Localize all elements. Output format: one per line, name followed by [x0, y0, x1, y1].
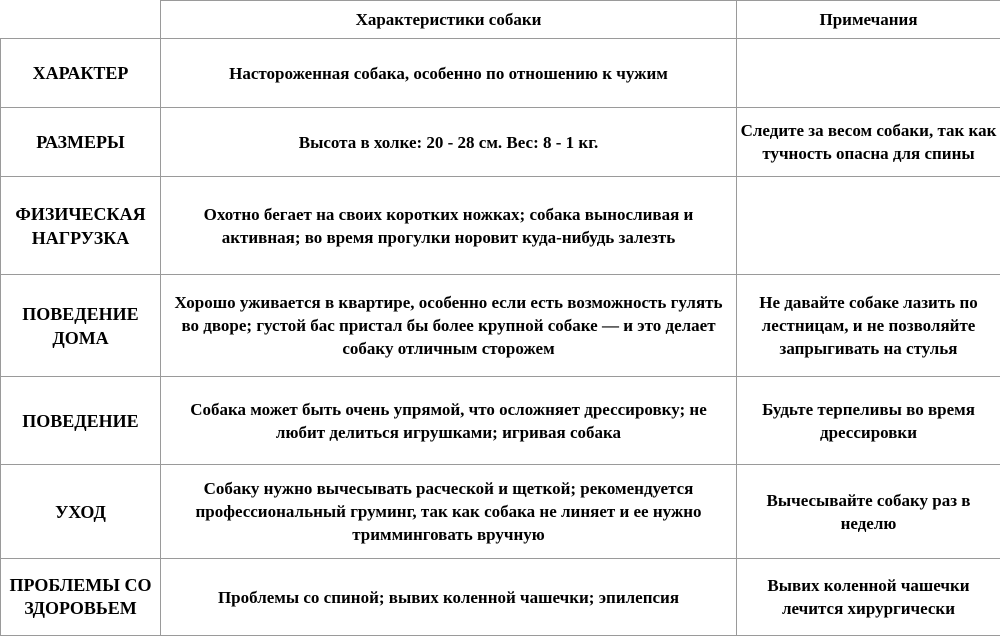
header-notes: Примечания	[737, 1, 1000, 39]
header-characteristics: Характеристики собаки	[161, 1, 737, 39]
row-characteristics: Высота в холке: 20 - 28 см. Вес: 8 - 1 кг.	[161, 108, 737, 177]
table-row	[1, 377, 1000, 465]
table-row	[1, 177, 1000, 275]
table-row	[1, 108, 1000, 177]
row-characteristics: Охотно бегает на своих коротких ножках; собака выносливая и активная; во время прогулки норовит куда-нибудь залезть	[161, 177, 737, 275]
row-characteristics: Хорошо уживается в квартире, особенно если есть возможность гулять во дворе; густой бас пристал бы более крупной собаке — и это делает собаку отличным сторожем	[161, 275, 737, 377]
row-label: ПРОБЛЕМЫ СО ЗДОРОВЬЕМ	[1, 559, 161, 636]
row-notes: Вывих коленной чашечки лечится хирургически	[737, 559, 1000, 636]
row-label: ХАРАКТЕР	[1, 39, 161, 108]
table-header-row	[1, 1, 1000, 39]
row-label: УХОД	[1, 465, 161, 559]
row-notes	[737, 39, 1000, 108]
row-notes: Будьте терпеливы во время дрессировки	[737, 377, 1000, 465]
row-notes: Следите за весом собаки, так как тучность опасна для спины	[737, 108, 1000, 177]
table-row	[1, 275, 1000, 377]
row-label: ФИЗИЧЕСКАЯ НАГРУЗКА	[1, 177, 161, 275]
header-corner-cell	[1, 1, 161, 39]
row-label: РАЗМЕРЫ	[1, 108, 161, 177]
table-row	[1, 465, 1000, 559]
row-label: ПОВЕДЕНИЕ ДОМА	[1, 275, 161, 377]
table-row	[1, 559, 1000, 636]
row-characteristics: Проблемы со спиной; вывих коленной чашечки; эпилепсия	[161, 559, 737, 636]
row-label: ПОВЕДЕНИЕ	[1, 377, 161, 465]
row-characteristics: Настороженная собака, особенно по отношению к чужим	[161, 39, 737, 108]
table-row	[1, 39, 1000, 108]
row-notes	[737, 177, 1000, 275]
row-characteristics: Собака может быть очень упрямой, что осложняет дрессировку; не любит делиться игрушками; игривая собака	[161, 377, 737, 465]
row-notes: Вычесывайте собаку раз в неделю	[737, 465, 1000, 559]
row-notes: Не давайте собаке лазить по лестницам, и не позволяйте запрыгивать на стулья	[737, 275, 1000, 377]
row-characteristics: Собаку нужно вычесывать расческой и щеткой; рекомендуется профессиональный груминг, так как собака не линяет и ее нужно тримминговать вручную	[161, 465, 737, 559]
